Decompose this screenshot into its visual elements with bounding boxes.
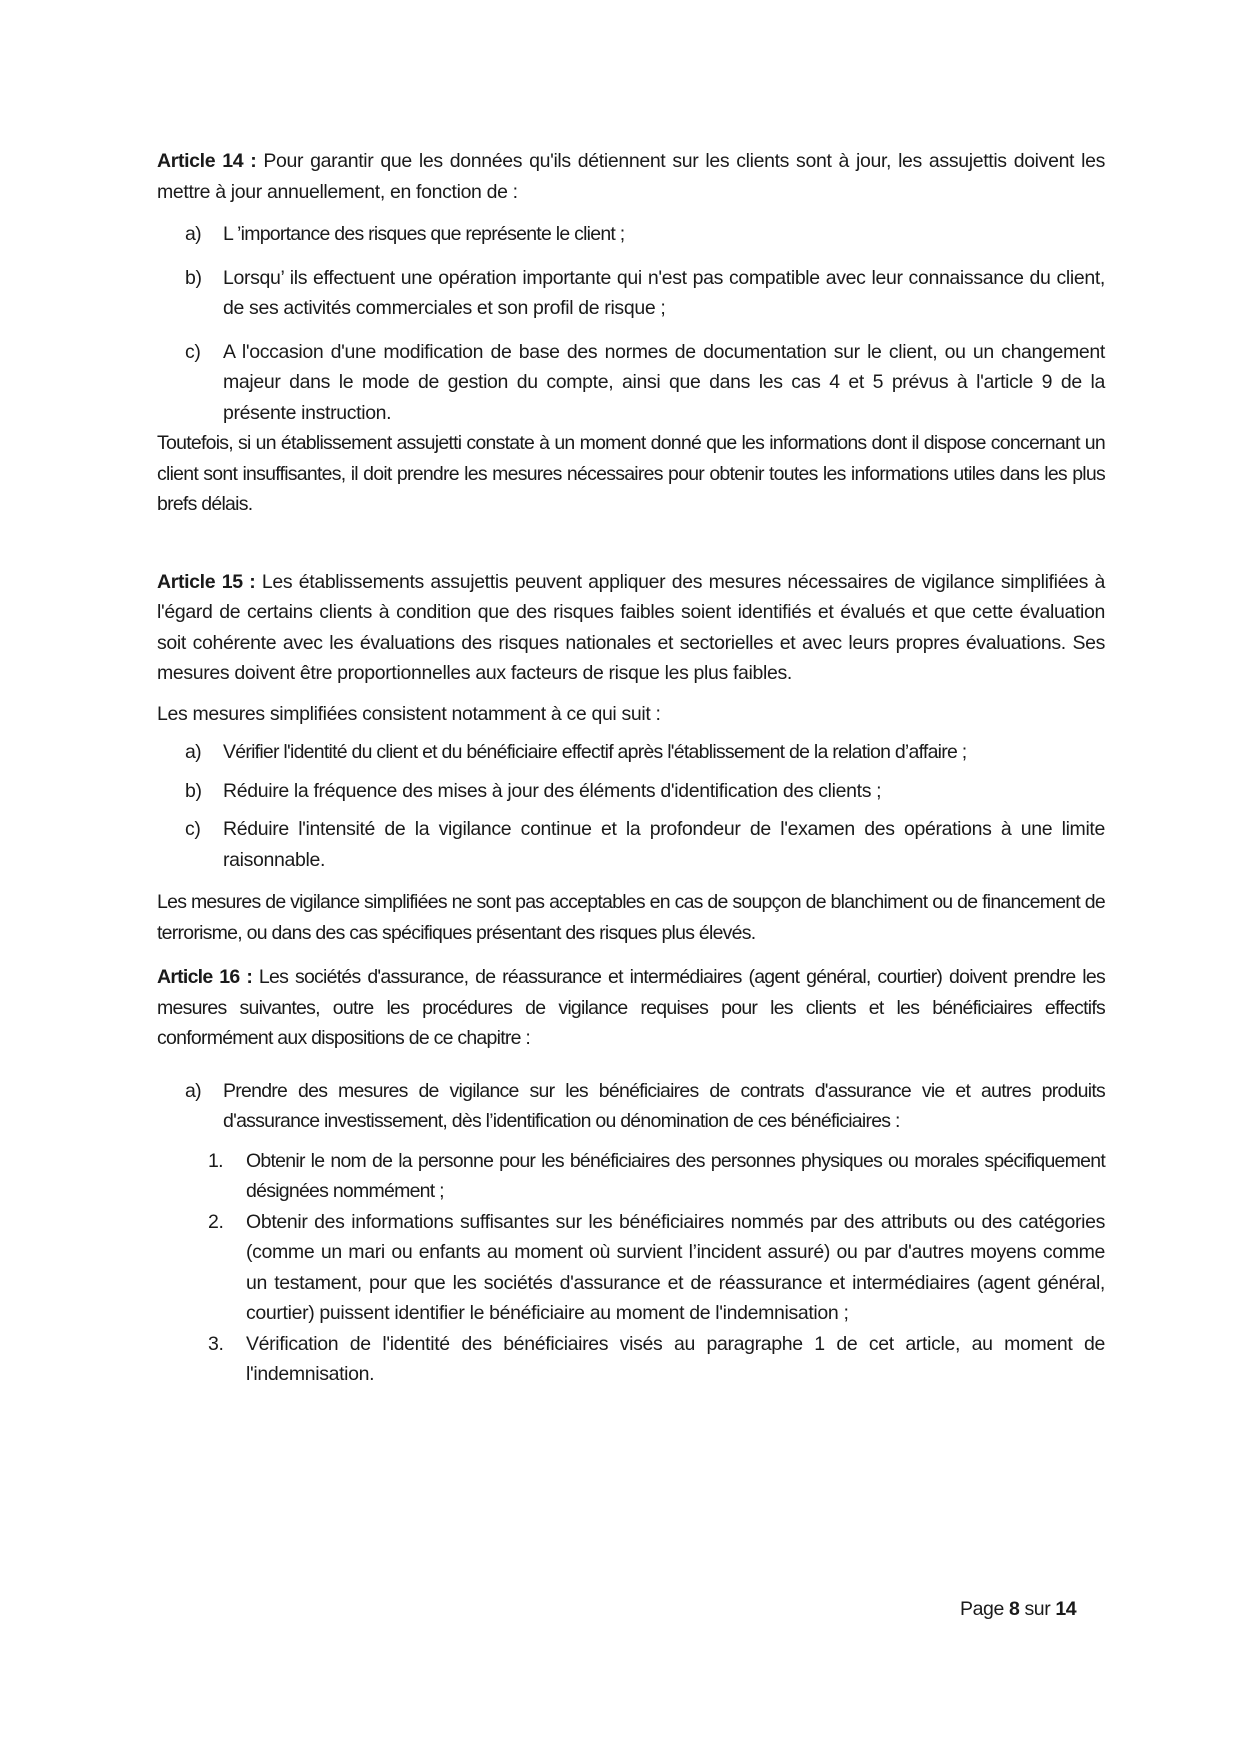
numbered-item: 3. Vérification de l'identité des bénéficiaires visés au paragraphe 1 de cet article, au moment de l'indemnisation. xyxy=(208,1332,1105,1385)
article-14-intro: Article 14 : Pour garantir que les données qu'ils détiennent sur les clients sont à jour, les assujettis doivent les mettre à jour annuellement, en fonction de : xyxy=(157,150,1105,203)
article-15-intro: Article 15 : Les établissements assujettis peuvent appliquer des mesures nécessaires de vigilance simplifiées à l'égard de certains clients à condition que des risques faibles soient identifiés et évalués et que cette évaluation soit cohérente avec les évaluations des risques nationales et sectorielles et avec leurs propres évaluations. Ses mesures doivent être proportionnelles aux facteurs de risque les plus faibles. xyxy=(157,570,1105,684)
document-page xyxy=(157,146,1105,1390)
list-item: b) Réduire la fréquence des mises à jour des éléments d'identification des clients ; xyxy=(185,779,882,802)
list-item: a) L ’importance des risques que représente le client ; xyxy=(185,223,625,245)
article-14-closing: Toutefois, si un établissement assujetti constate à un moment donné que les informations dont il dispose concernant un client sont insuffisantes, il doit prendre les mesures nécessaires pour obtenir toutes les informations utiles dans les plus brefs délais. xyxy=(157,432,1105,515)
list-item: c) A l'occasion d'une modification de base des normes de documentation sur le client, ou un changement majeur dans le mode de gestion du compte, ainsi que dans les cas 4 et 5 prévus à l'article 9 de la présente instruction. xyxy=(185,340,1105,424)
total-pages: 14 xyxy=(1055,1598,1077,1620)
article-15-closing: Les mesures de vigilance simplifiées ne sont pas acceptables en cas de soupçon de blanchiment ou de financement de terrorisme, ou dans des cas spécifiques présentant des risques plus élevés. xyxy=(157,891,1105,944)
list-item: a) Prendre des mesures de vigilance sur les bénéficiaires de contrats d'assurance vie et autres produits d'assurance investissement, dès l’identification ou dénomination de ces bénéficiaires : xyxy=(185,1079,1105,1132)
list-item: b) Lorsqu’ ils effectuent une opération importante qui n'est pas compatible avec leur connaissance du client, de ses activités commerciales et son profil de risque ; xyxy=(185,266,1105,319)
numbered-item: 2. Obtenir des informations suffisantes sur les bénéficiaires nommés par des attributs ou des catégories (comme un mari ou enfants au moment où survient l’incident assuré) ou par d'autres moyens comme un testament, pour que les sociétés d'assurance et de réassurance et intermédiaires (agent général, courtier) puissent identifier le bénéficiaire au moment de l'indemnisation ; xyxy=(208,1210,1105,1324)
list-item: a) Vérifier l'identité du client et du bénéficiaire effectif après l'établissement de la relation d’affaire ; xyxy=(185,741,967,763)
article-14-heading: Article 14 : xyxy=(157,150,257,172)
article-15-lead: Les mesures simplifiées consistent notamment à ce qui suit : xyxy=(157,702,661,725)
page-number: Page 8 sur 14 xyxy=(960,1598,1077,1620)
article-16-intro: Article 16 : Les sociétés d'assurance, de réassurance et intermédiaires (agent général, courtier) doivent prendre les mesures suivantes, outre les procédures de vigilance requises pour les clients et les bénéficiaires effectifs conformément aux dispositions de ce chapitre : xyxy=(157,966,1105,1049)
current-page: 8 xyxy=(1008,1598,1020,1620)
numbered-item: 1. Obtenir le nom de la personne pour les bénéficiaires des personnes physiques ou morales spécifiquement désignées nommément ; xyxy=(208,1149,1105,1202)
article-15-heading: Article 15 : xyxy=(157,570,256,593)
article-16-heading: Article 16 : xyxy=(157,966,253,988)
list-item: c) Réduire l'intensité de la vigilance continue et la profondeur de l'examen des opérations à une limite raisonnable. xyxy=(185,818,1105,871)
